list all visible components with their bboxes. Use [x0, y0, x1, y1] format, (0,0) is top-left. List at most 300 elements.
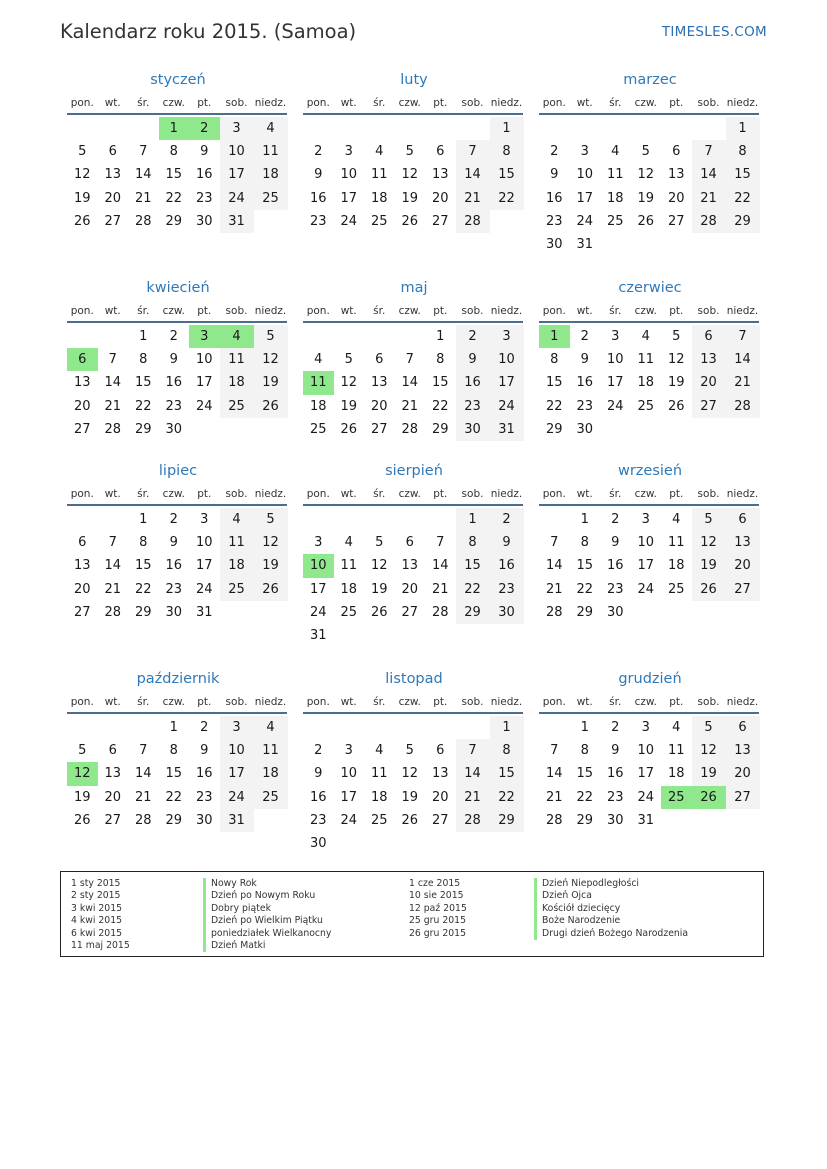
weekday-label: pt. [669, 696, 684, 708]
empty-cell [98, 508, 129, 531]
day-cell: 24 [195, 398, 213, 414]
day-cell: 27 [431, 812, 449, 828]
weekday-label: niedz. [254, 696, 287, 708]
day-cell: 13 [104, 167, 122, 183]
weekday-label: śr. [137, 488, 150, 500]
day-cell: 5 [254, 325, 288, 348]
weekday-label: pt. [197, 305, 212, 317]
day-cell: 8 [456, 531, 490, 554]
day-cell: 21 [431, 581, 449, 597]
day-cell: 18 [220, 371, 254, 394]
day-cell: 18 [254, 762, 288, 785]
day-cell: 17 [576, 190, 594, 206]
day-cell: 29 [456, 601, 490, 624]
day-cell: 6 [375, 352, 384, 368]
day-cell: 1 [490, 117, 524, 140]
weekday-header [67, 301, 289, 321]
empty-cell [425, 508, 456, 531]
day-cell: 29 [545, 421, 563, 437]
day-cell: 23 [165, 581, 183, 597]
day-cell: 6 [436, 743, 445, 759]
day-cell: 24 [309, 604, 327, 620]
day-cell: 21 [456, 786, 490, 809]
day-cell: 26 [73, 213, 91, 229]
legend-date: 12 paź 2015 [409, 902, 467, 914]
day-cell: 15 [576, 766, 594, 782]
weekday-label: śr. [373, 305, 386, 317]
weekday-header [539, 692, 761, 712]
day-cell: 23 [606, 789, 624, 805]
day-cell: 16 [576, 375, 594, 391]
day-cell: 21 [134, 190, 152, 206]
day-cell: 15 [134, 375, 152, 391]
header-divider [539, 321, 759, 323]
day-cell: 25 [667, 581, 685, 597]
day-cell: 26 [401, 213, 419, 229]
day-cell: 15 [431, 375, 449, 391]
legend-date: 25 gru 2015 [409, 915, 467, 927]
day-cell: 24 [220, 786, 254, 809]
day-cell: 6 [108, 743, 117, 759]
day-cell: 24 [606, 398, 624, 414]
day-cell: 6 [726, 716, 760, 739]
day-cell: 22 [490, 187, 524, 210]
empty-cell [395, 325, 426, 348]
weekday-label: czw. [634, 696, 657, 708]
day-cell: 13 [726, 739, 760, 762]
day-cell: 17 [220, 163, 254, 186]
day-cell: 30 [576, 421, 594, 437]
day-cell: 12 [692, 739, 726, 762]
day-cell: 11 [370, 167, 388, 183]
legend-holiday-name: poniedziałek Wielkanocny [211, 927, 332, 939]
day-cell: 31 [220, 210, 254, 233]
day-cell: 27 [431, 213, 449, 229]
weekday-label: śr. [609, 696, 622, 708]
day-cell: 2 [169, 512, 178, 528]
day-cell: 12 [340, 375, 358, 391]
weekday-label: niedz. [254, 97, 287, 109]
day-cell: 16 [606, 558, 624, 574]
day-cell: 11 [637, 352, 655, 368]
weekday-label: sob. [461, 97, 484, 109]
day-cell: 12 [667, 352, 685, 368]
empty-cell [570, 117, 601, 140]
day-cell: 25 [370, 213, 388, 229]
weekday-header [539, 484, 761, 504]
header-divider [539, 504, 759, 506]
day-cell: 19 [401, 190, 419, 206]
weekday-label: sob. [461, 696, 484, 708]
day-cell: 14 [104, 375, 122, 391]
weekday-label: wt. [340, 305, 357, 317]
day-cell: 16 [165, 375, 183, 391]
legend-holiday-name: Dzień po Nowym Roku [211, 890, 316, 902]
weekday-label: śr. [609, 305, 622, 317]
weekday-label: czw. [162, 97, 185, 109]
weekday-label: śr. [609, 488, 622, 500]
weekday-label: sob. [225, 696, 248, 708]
month-2 [303, 70, 525, 233]
day-grid [539, 508, 761, 624]
day-cell: 8 [436, 352, 445, 368]
day-cell: 19 [73, 789, 91, 805]
month-title: grudzień [618, 671, 682, 687]
day-cell: 10 [576, 167, 594, 183]
day-cell: 11 [606, 167, 624, 183]
day-cell: 9 [611, 535, 620, 551]
day-cell: 5 [692, 508, 726, 531]
month-title: kwiecień [146, 280, 210, 296]
day-cell: 7 [692, 140, 726, 163]
weekday-label: niedz. [726, 305, 759, 317]
holiday-day-cell: 1 [539, 325, 570, 348]
weekday-label: pt. [669, 488, 684, 500]
day-cell: 4 [375, 144, 384, 160]
day-cell: 13 [431, 167, 449, 183]
day-cell: 8 [580, 743, 589, 759]
day-cell: 9 [169, 535, 178, 551]
weekday-label: pon. [306, 305, 330, 317]
header-divider [303, 504, 523, 506]
weekday-label: czw. [398, 696, 421, 708]
legend-holiday-name: Drugi dzień Bożego Narodzenia [542, 927, 689, 939]
day-cell: 6 [108, 144, 117, 160]
weekday-label: wt. [340, 488, 357, 500]
day-cell: 9 [200, 144, 209, 160]
day-cell: 26 [370, 604, 388, 620]
weekday-label: wt. [576, 305, 593, 317]
day-cell: 20 [431, 190, 449, 206]
weekday-label: pt. [433, 488, 448, 500]
weekday-label: sob. [225, 488, 248, 500]
day-cell: 4 [611, 144, 620, 160]
weekday-label: pt. [197, 488, 212, 500]
day-cell: 22 [165, 190, 183, 206]
day-cell: 11 [254, 739, 288, 762]
day-cell: 15 [545, 375, 563, 391]
day-cell: 21 [104, 398, 122, 414]
day-cell: 31 [637, 812, 655, 828]
day-cell: 21 [456, 187, 490, 210]
holiday-day-cell: 6 [67, 348, 98, 371]
day-cell: 11 [340, 558, 358, 574]
day-cell: 13 [73, 558, 91, 574]
month-title: marzec [623, 72, 677, 88]
day-cell: 4 [254, 117, 288, 140]
weekday-label: śr. [137, 97, 150, 109]
day-cell: 18 [309, 398, 327, 414]
day-cell: 22 [490, 786, 524, 809]
day-cell: 8 [580, 535, 589, 551]
day-cell: 14 [456, 163, 490, 186]
day-cell: 23 [309, 213, 327, 229]
weekday-label: śr. [373, 488, 386, 500]
day-cell: 12 [637, 167, 655, 183]
day-cell: 23 [195, 190, 213, 206]
legend-right-dates [409, 878, 467, 940]
day-cell: 2 [314, 144, 323, 160]
weekday-label: pon. [542, 97, 566, 109]
weekday-label: śr. [137, 305, 150, 317]
day-grid [303, 508, 525, 647]
day-cell: 15 [576, 558, 594, 574]
weekday-label: pt. [669, 305, 684, 317]
weekday-header [67, 484, 289, 504]
day-cell: 21 [104, 581, 122, 597]
empty-cell [395, 117, 426, 140]
day-cell: 16 [490, 554, 524, 577]
day-cell: 24 [576, 213, 594, 229]
empty-cell [128, 117, 159, 140]
day-cell: 28 [726, 395, 760, 418]
day-cell: 3 [641, 720, 650, 736]
day-cell: 8 [550, 352, 559, 368]
day-cell: 2 [580, 329, 589, 345]
day-cell: 20 [73, 581, 91, 597]
day-cell: 24 [637, 789, 655, 805]
day-cell: 6 [726, 508, 760, 531]
day-cell: 18 [370, 789, 388, 805]
month-1 [67, 70, 289, 233]
day-cell: 2 [611, 512, 620, 528]
day-cell: 20 [104, 190, 122, 206]
day-cell: 23 [490, 578, 524, 601]
day-cell: 11 [220, 531, 254, 554]
legend-date: 1 cze 2015 [409, 878, 461, 889]
day-cell: 11 [370, 766, 388, 782]
day-cell: 31 [576, 237, 594, 253]
legend-holiday-name: Boże Narodzenie [542, 915, 621, 927]
day-cell: 18 [667, 766, 685, 782]
day-cell: 6 [692, 325, 726, 348]
day-cell: 9 [456, 348, 490, 371]
day-cell: 1 [139, 512, 148, 528]
weekday-label: pon. [542, 488, 566, 500]
day-cell: 12 [370, 558, 388, 574]
day-cell: 21 [545, 789, 563, 805]
day-cell: 22 [456, 578, 490, 601]
day-cell: 28 [431, 604, 449, 620]
day-cell: 23 [545, 213, 563, 229]
day-cell: 13 [370, 375, 388, 391]
day-cell: 8 [490, 140, 524, 163]
weekday-label: sob. [697, 97, 720, 109]
day-cell: 4 [672, 720, 681, 736]
empty-cell [334, 508, 365, 531]
day-cell: 26 [73, 812, 91, 828]
weekday-label: pon. [306, 488, 330, 500]
day-cell: 21 [401, 398, 419, 414]
day-cell: 25 [637, 398, 655, 414]
day-cell: 26 [401, 812, 419, 828]
day-cell: 7 [139, 743, 148, 759]
day-cell: 5 [78, 144, 87, 160]
legend-holiday-name: Dzień Ojca [542, 890, 592, 902]
month-title: październik [136, 671, 220, 687]
day-cell: 1 [436, 329, 445, 345]
day-cell: 28 [134, 812, 152, 828]
month-4 [67, 278, 289, 441]
weekday-label: pon. [542, 696, 566, 708]
weekday-label: czw. [634, 305, 657, 317]
day-cell: 28 [104, 604, 122, 620]
day-cell: 17 [340, 190, 358, 206]
day-cell: 27 [104, 812, 122, 828]
weekday-label: wt. [340, 97, 357, 109]
day-cell: 1 [456, 508, 490, 531]
day-cell: 23 [309, 812, 327, 828]
day-cell: 20 [401, 581, 419, 597]
holiday-day-cell: 10 [303, 554, 334, 577]
day-cell: 21 [726, 371, 760, 394]
day-cell: 27 [104, 213, 122, 229]
day-cell: 9 [490, 531, 524, 554]
day-cell: 17 [220, 762, 254, 785]
day-cell: 19 [692, 554, 726, 577]
header-divider [303, 712, 523, 714]
day-cell: 21 [692, 187, 726, 210]
month-9 [539, 461, 761, 624]
weekday-label: sob. [225, 97, 248, 109]
legend-date: 26 gru 2015 [409, 927, 467, 939]
day-cell: 26 [340, 421, 358, 437]
empty-cell [456, 117, 490, 140]
day-cell: 30 [195, 213, 213, 229]
weekday-header [67, 93, 289, 113]
day-cell: 4 [254, 716, 288, 739]
day-cell: 7 [456, 739, 490, 762]
day-cell: 31 [220, 809, 254, 832]
day-cell: 22 [576, 789, 594, 805]
day-cell: 7 [436, 535, 445, 551]
legend-holiday-name: Nowy Rok [211, 878, 257, 889]
legend-date: 11 maj 2015 [71, 939, 130, 951]
day-cell: 5 [375, 535, 384, 551]
brand-logo-text[interactable]: TIMESLES.COM [661, 24, 767, 40]
day-cell: 15 [165, 167, 183, 183]
day-cell: 8 [169, 743, 178, 759]
day-cell: 18 [637, 375, 655, 391]
legend-left-dates [71, 878, 130, 952]
day-cell: 16 [545, 190, 563, 206]
day-cell: 27 [401, 604, 419, 620]
day-grid [67, 508, 289, 624]
day-cell: 7 [108, 352, 117, 368]
weekday-label: czw. [634, 97, 657, 109]
legend-left-names [203, 878, 331, 952]
holiday-day-cell: 1 [159, 117, 190, 140]
day-cell: 14 [401, 375, 419, 391]
day-cell: 29 [165, 812, 183, 828]
day-cell: 10 [637, 743, 655, 759]
empty-cell [303, 117, 334, 140]
weekday-label: sob. [461, 305, 484, 317]
day-cell: 28 [104, 421, 122, 437]
day-cell: 17 [195, 558, 213, 574]
empty-cell [631, 117, 662, 140]
month-title: luty [400, 72, 428, 88]
day-cell: 17 [195, 375, 213, 391]
day-cell: 18 [340, 581, 358, 597]
weekday-label: pt. [433, 97, 448, 109]
legend-date: 6 kwi 2015 [71, 927, 123, 939]
weekday-label: niedz. [726, 488, 759, 500]
day-cell: 1 [726, 117, 760, 140]
day-cell: 22 [134, 581, 152, 597]
day-cell: 10 [340, 766, 358, 782]
day-cell: 28 [456, 809, 490, 832]
day-cell: 12 [401, 167, 419, 183]
legend-holiday-name: Dzień Matki [211, 939, 266, 951]
weekday-label: pt. [433, 696, 448, 708]
day-cell: 19 [370, 581, 388, 597]
day-cell: 6 [672, 144, 681, 160]
weekday-label: czw. [162, 696, 185, 708]
day-cell: 23 [195, 789, 213, 805]
day-cell: 14 [726, 348, 760, 371]
day-cell: 28 [545, 604, 563, 620]
day-cell: 22 [165, 789, 183, 805]
day-cell: 30 [545, 237, 563, 253]
day-cell: 10 [490, 348, 524, 371]
holiday-day-cell: 2 [189, 117, 220, 140]
day-cell: 23 [456, 395, 490, 418]
day-cell: 10 [195, 535, 213, 551]
day-cell: 3 [314, 535, 323, 551]
header-divider [539, 712, 759, 714]
day-grid [539, 325, 761, 441]
month-title: sierpień [385, 463, 443, 479]
weekday-label: wt. [104, 97, 121, 109]
weekday-label: niedz. [490, 305, 523, 317]
day-cell: 7 [726, 325, 760, 348]
day-grid [67, 325, 289, 441]
weekday-label: niedz. [726, 97, 759, 109]
day-cell: 28 [401, 421, 419, 437]
weekday-label: wt. [340, 696, 357, 708]
holiday-legend [60, 871, 764, 957]
day-cell: 26 [667, 398, 685, 414]
day-cell: 29 [165, 213, 183, 229]
legend-date: 4 kwi 2015 [71, 915, 123, 927]
day-cell: 8 [139, 535, 148, 551]
day-cell: 3 [641, 512, 650, 528]
day-grid [67, 117, 289, 233]
day-cell: 1 [490, 716, 524, 739]
weekday-header [303, 93, 525, 113]
day-cell: 14 [134, 167, 152, 183]
day-cell: 20 [431, 789, 449, 805]
day-cell: 16 [195, 167, 213, 183]
weekday-label: niedz. [254, 305, 287, 317]
empty-cell [98, 117, 129, 140]
day-grid [303, 716, 525, 855]
day-cell: 27 [692, 395, 726, 418]
empty-cell [364, 508, 395, 531]
weekday-header [303, 484, 525, 504]
day-cell: 4 [375, 743, 384, 759]
legend-holiday-name: Dzień po Wielkim Piątku [211, 915, 323, 927]
day-cell: 18 [254, 163, 288, 186]
day-cell: 27 [726, 578, 760, 601]
day-cell: 13 [667, 167, 685, 183]
day-cell: 14 [545, 558, 563, 574]
day-cell: 13 [726, 531, 760, 554]
legend-holiday-name: Dzień Niepodległości [542, 878, 640, 889]
legend-holiday-name: Dobry piątek [211, 902, 271, 914]
weekday-label: czw. [398, 305, 421, 317]
